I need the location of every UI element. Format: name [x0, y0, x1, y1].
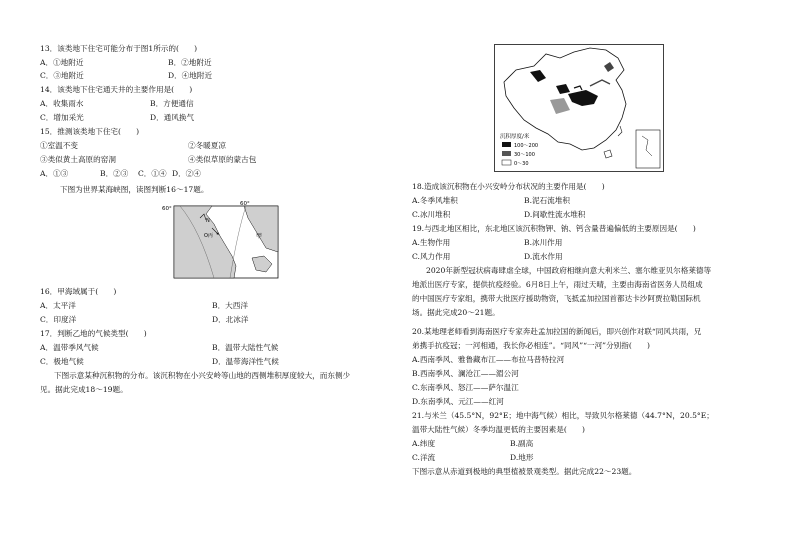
q20-stem-line2: 弟携手抗疫冠；一河相通，我长你必相连”。“同风”“一河”分别指( ): [412, 341, 650, 350]
q15-item-2: ②冬暖夏凉: [188, 141, 226, 150]
intro-22-23: 下图示意从赤道到极地的典型植被景观类型。据此完成22～23题。: [412, 467, 637, 476]
q14-stem: 14．该类地下住宅通天井的主要作用是( ): [40, 85, 193, 94]
legend-swatch-mid: [502, 151, 511, 156]
q17-stem: 17．判断乙地的气候类型( ): [40, 329, 147, 338]
legend-swatch-low: [502, 160, 511, 165]
q17-option-c: C．极地气候: [40, 357, 84, 366]
q17-option-a: A．温带季风气候: [40, 343, 99, 352]
q14-option-c: C．增加采光: [40, 113, 84, 122]
map1-place-jia: 甲: [256, 233, 263, 240]
q21-option-b: B.副高: [510, 439, 534, 448]
intro-16-17: 下图为世界某海峡图，读图判断16～17题。: [60, 185, 209, 194]
q15-option-b: B．②③: [100, 169, 129, 178]
news-paragraph-line2: 地派出医疗专家，提供抗疫经验。6月8日上午，雨过天晴，主要由海南省医务人员组成: [412, 280, 703, 289]
q18-option-b: B.泥石流堆积: [524, 196, 570, 205]
q14-option-b: B．方便通信: [150, 99, 194, 108]
q20-option-a: A.西南季风、雅鲁藏布江——布拉马普特拉河: [412, 355, 565, 364]
q14-option-a: A．收集雨水: [40, 99, 84, 108]
q19-option-a: A.生物作用: [412, 238, 451, 247]
strait-map: [160, 200, 282, 280]
q20-option-b: B.西南季风、澜沧江——湄公河: [412, 369, 519, 378]
q13-option-a: A．①地附近: [40, 58, 84, 67]
q19-option-c: C.风力作用: [412, 252, 451, 261]
legend-label-mid: 30～100: [514, 152, 535, 158]
intro-18-19-line2: 见。据此完成18～19题。: [40, 385, 128, 394]
q20-option-d: D.东南季风、元江——红河: [412, 397, 504, 406]
map1-place-bing: O丙: [204, 233, 213, 239]
q20-option-c: C.东南季风、怒江——萨尔温江: [412, 383, 519, 392]
legend-swatch-high: [502, 142, 511, 147]
q19-option-b: B.冰川作用: [524, 238, 563, 247]
q15-item-1: ①室温不变: [40, 141, 78, 150]
map1-lon-label: 60°: [240, 201, 250, 207]
q21-option-d: D.地形: [510, 453, 534, 462]
q15-option-a: A．①③: [40, 169, 69, 178]
q16-option-d: D．北冰洋: [212, 315, 249, 324]
q18-option-d: D.间歇性流水堆积: [524, 210, 586, 219]
q20-stem-line1: 20.某地理老师看到海南医疗专家奔赴孟加拉国的新闻后，即兴创作对联“同风共雨，兄: [412, 327, 702, 336]
q16-option-b: B．大西洋: [212, 301, 248, 310]
q13-option-d: D．④地附近: [168, 71, 213, 80]
q16-option-a: A．太平洋: [40, 301, 76, 310]
legend-title: 沉积厚度/米: [500, 134, 530, 140]
legend-label-high: 100～200: [514, 143, 539, 149]
q18-option-c: C.冰川堆积: [412, 210, 451, 219]
intro-18-19-line1: 下图示意某种沉积物的分布。该沉积物在小兴安岭等山地的西侧堆积厚度较大，而东侧少: [54, 371, 351, 380]
q18-stem: 18.造成该沉积物在小兴安岭分布状况的主要作用是( ): [412, 182, 605, 191]
q21-option-a: A.纬度: [412, 439, 436, 448]
news-paragraph-line3: 的中国医疗专家组，携带大批医疗援助物资，飞抵孟加拉国首都达卡沙阿贾拉勒国际机: [412, 294, 701, 303]
q13-stem: 13．该类地下住宅可能分布于图1所示的( ): [40, 44, 198, 53]
news-paragraph-line1: 2020年新型冠状病毒肆虐全球，中国政府相继向意大利米兰、塞尔维亚贝尔格莱德等: [426, 266, 712, 275]
q16-option-c: C．印度洋: [40, 315, 77, 324]
q15-item-4: ④类似草原的蒙古包: [188, 155, 257, 164]
q19-option-d: D.流水作用: [524, 252, 563, 261]
deposit-map: [494, 44, 664, 172]
q21-option-c: C.洋流: [412, 453, 436, 462]
q21-stem-line2: 温带大陆性气候）冬季均温更低的主要因素是( ): [412, 425, 585, 434]
q16-stem: 16．甲海域属于( ): [40, 287, 117, 296]
legend-label-low: 0～30: [514, 161, 529, 167]
q19-stem: 19.与西北地区相比，东北地区该沉积物钾、钠、钙含量普遍偏低的主要原因是( ): [412, 224, 696, 233]
q21-stem-line1: 21.与米兰（45.5°N，92°E；地中海气候）相比，导致贝尔格莱德（44.7°N，20.5°E；: [412, 411, 714, 420]
q17-option-d: D．温带海洋性气候: [212, 357, 279, 366]
q13-option-c: C．③地附近: [40, 71, 84, 80]
q15-item-3: ③类似黄土高原的窑洞: [40, 155, 116, 164]
q13-option-b: B．②地附近: [168, 58, 212, 67]
q15-option-c: C．①④: [138, 169, 167, 178]
news-paragraph-line4: 场。据此完成20～21题。: [412, 308, 500, 317]
q15-stem: 15．推测该类地下住宅( ): [40, 127, 140, 136]
map1-lat-label: 60°: [162, 206, 172, 212]
q15-option-d: D．②④: [172, 169, 201, 178]
q18-option-a: A.冬季风堆积: [412, 196, 458, 205]
map1-north-label: N: [206, 218, 210, 224]
q17-option-b: B．温带大陆性气候: [212, 343, 279, 352]
q14-option-d: D．通风换气: [150, 113, 195, 122]
